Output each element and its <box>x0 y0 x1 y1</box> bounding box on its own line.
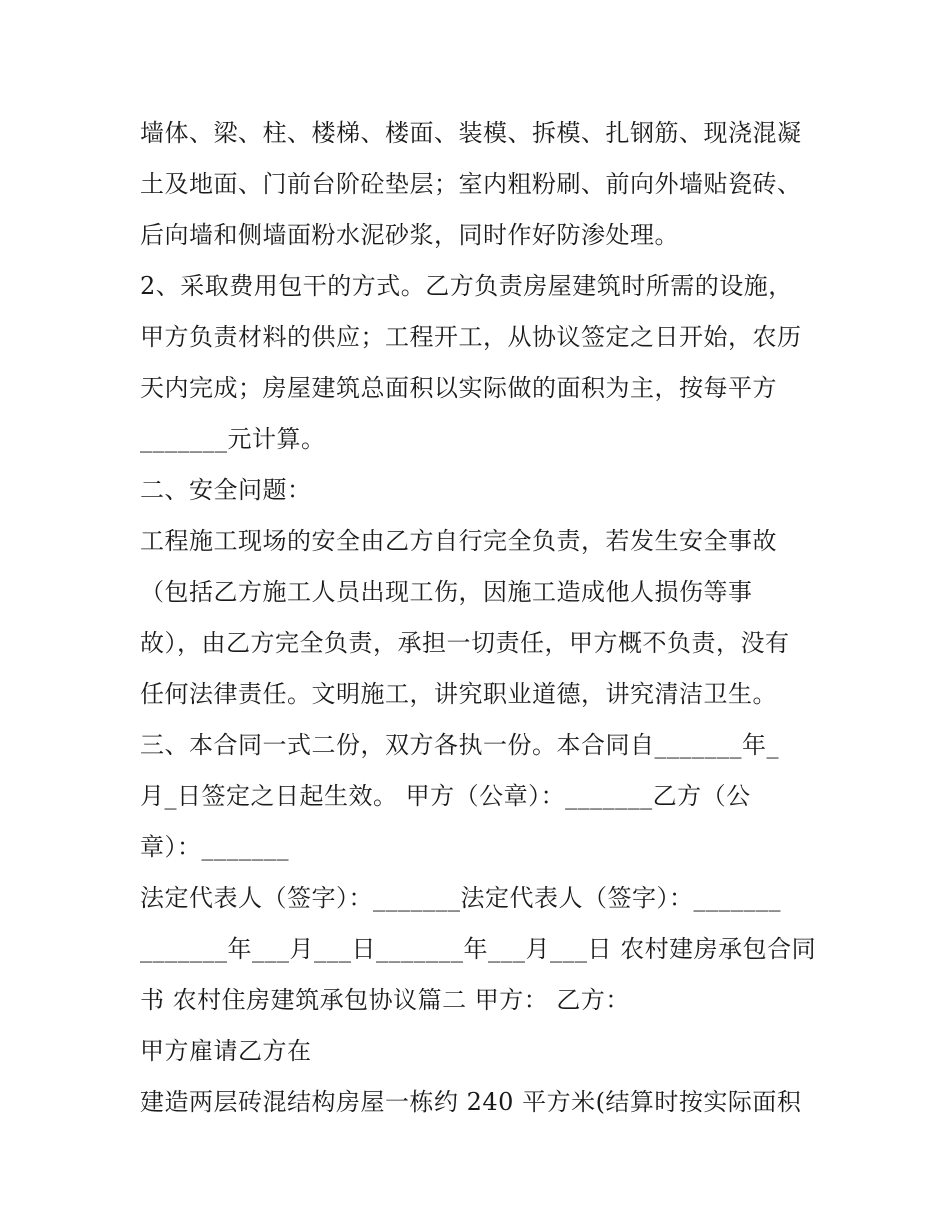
text-line: 甲方负责材料的供应；工程开工，从协议签定之日开始，农历 <box>140 323 802 351</box>
text-line: 建造两层砖混结构房屋一栋约 240 平方米(结算时按实际面积 <box>140 1088 802 1116</box>
text-line: （包括乙方施工人员出现工伤，因施工造成他人损伤等事 <box>140 578 753 606</box>
text-line: 书 农村住房建筑承包协议篇二 甲方： 乙方： <box>140 986 630 1014</box>
text-line: _______年___月___日_______年___月___日 农村建房承包合同 <box>140 935 817 963</box>
document-body <box>140 108 820 1128</box>
text-line: 法定代表人（签字）：_______法定代表人（签字）：_______ <box>140 884 781 912</box>
text-line: 2、采取费用包干的方式。乙方负责房屋建筑时所需的设施， <box>140 272 793 300</box>
text-line: 章）：_______ <box>140 833 289 861</box>
text-line: _______元计算。 <box>140 425 326 453</box>
text-line: 甲方雇请乙方在 <box>140 1037 312 1065</box>
text-line: 墙体、梁、柱、楼梯、楼面、装模、拆模、扎钢筋、现浇混凝 <box>140 119 802 147</box>
text-line: 天内完成；房屋建筑总面积以实际做的面积为主，按每平方 <box>140 374 777 402</box>
text-line: 任何法律责任。文明施工，讲究职业道德，讲究清洁卫生。 <box>140 680 777 708</box>
text-line: 土及地面、门前台阶砼垫层；室内粗粉刷、前向外墙贴瓷砖、 <box>140 170 802 198</box>
text-line: 工程施工现场的安全由乙方自行完全负责，若发生安全事故 <box>140 527 777 555</box>
section-heading: 二、安全问题： <box>140 476 312 504</box>
text-line: 三、本合同一式二份，双方各执一份。本合同自_______年_ <box>140 731 779 759</box>
text-line: 故），由乙方完全负责，承担一切责任，甲方概不负责，没有 <box>140 629 790 657</box>
text-line: 后向墙和侧墙面粉水泥砂浆，同时作好防渗处理。 <box>140 221 679 249</box>
text-line: 月_日签定之日起生效。 甲方（公章）：_______乙方（公 <box>140 782 751 810</box>
